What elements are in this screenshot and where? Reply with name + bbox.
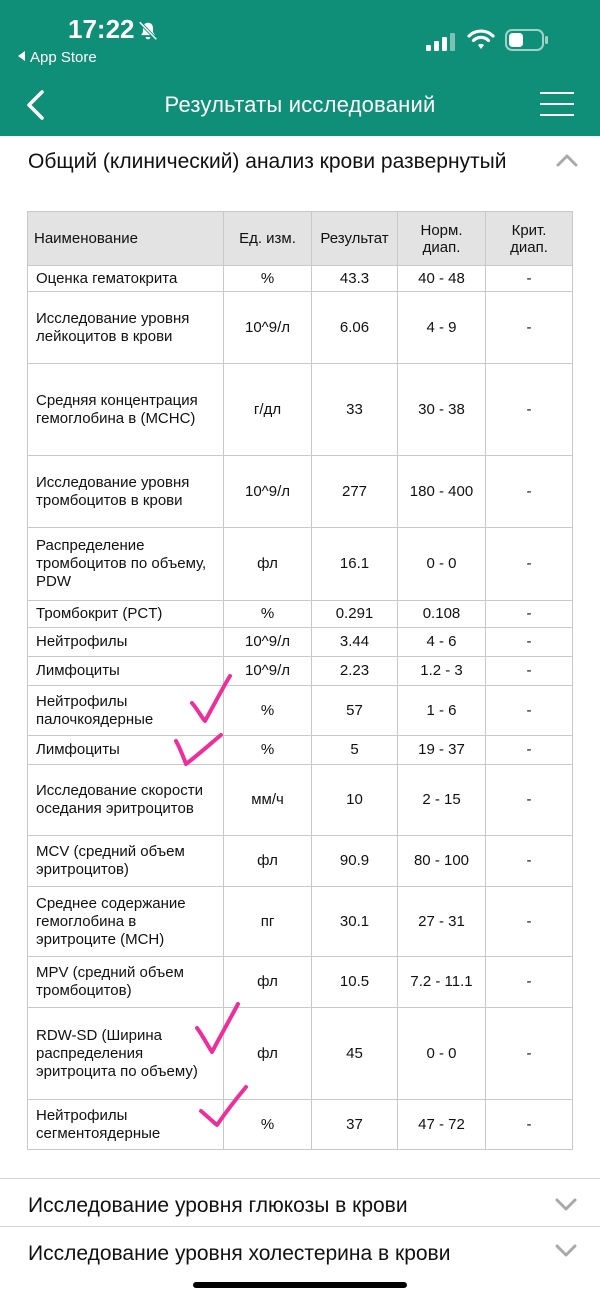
cell-name: Исследование скорости оседания эритроцитов (28, 765, 224, 836)
cell-unit: пг (224, 887, 312, 957)
cell-critical-range: - (486, 957, 573, 1008)
battery-icon (505, 29, 549, 51)
cell-unit: фл (224, 957, 312, 1008)
cell-unit: фл (224, 836, 312, 887)
table-row (28, 601, 573, 628)
table-row (28, 266, 573, 292)
table-row (28, 1008, 573, 1100)
cell-normal-range: 47 - 72 (398, 1100, 486, 1150)
cell-unit: г/дл (224, 364, 312, 456)
cell-name: Оценка гематокрита (28, 266, 224, 292)
cell-name: Средняя концентрация гемоглобина в (MCHC) (28, 364, 224, 456)
header-critical-range: Крит. диап. (486, 212, 573, 266)
cell-name: Нейтрофилы палочкоядерные (28, 686, 224, 736)
cell-unit: мм/ч (224, 765, 312, 836)
cell-name: Среднее содержание гемоглобина в эритроците (MCH) (28, 887, 224, 957)
cell-critical-range: - (486, 765, 573, 836)
cell-normal-range: 180 - 400 (398, 456, 486, 528)
cell-unit: фл (224, 528, 312, 601)
cell-critical-range: - (486, 736, 573, 765)
header-unit: Ед. изм. (224, 212, 312, 266)
table-row (28, 765, 573, 836)
results-table-container (27, 211, 572, 1150)
cell-result: 0.291 (312, 601, 398, 628)
status-time: 17:22 (68, 14, 135, 44)
cell-critical-range: - (486, 1008, 573, 1100)
hamburger-menu-icon[interactable] (540, 92, 574, 118)
table-header-row (28, 212, 573, 266)
cell-result: 6.06 (312, 292, 398, 364)
back-app-label: App Store (30, 49, 97, 66)
cell-result: 277 (312, 456, 398, 528)
cell-result: 30.1 (312, 887, 398, 957)
cell-name: Нейтрофилы сегментоядерные (28, 1100, 224, 1150)
table-row (28, 686, 573, 736)
cell-critical-range: - (486, 528, 573, 601)
cell-unit: % (224, 601, 312, 628)
menu-line (540, 114, 574, 116)
section-title-glucose[interactable]: Исследование уровня глюкозы в крови (28, 1194, 408, 1217)
cell-name: Лимфоциты (28, 736, 224, 765)
cell-result: 33 (312, 364, 398, 456)
section-title-cbc[interactable]: Общий (клинический) анализ крови развернутый (28, 150, 507, 173)
table-row (28, 456, 573, 528)
cell-name: RDW-SD (Ширина распределения эритроцита по объему) (28, 1008, 224, 1100)
header-name: Наименование (28, 212, 224, 266)
cell-result: 45 (312, 1008, 398, 1100)
cell-normal-range: 4 - 6 (398, 628, 486, 657)
cell-normal-range: 2 - 15 (398, 765, 486, 836)
cell-unit: % (224, 736, 312, 765)
cell-result: 3.44 (312, 628, 398, 657)
chevron-down-icon[interactable] (554, 1192, 578, 1216)
table-row (28, 957, 573, 1008)
cell-critical-range: - (486, 601, 573, 628)
wifi-icon (467, 28, 495, 52)
cell-name: Лимфоциты (28, 657, 224, 686)
cellular-signal-icon (426, 33, 456, 51)
cell-normal-range: 0 - 0 (398, 1008, 486, 1100)
cell-unit: фл (224, 1008, 312, 1100)
cell-critical-range: - (486, 364, 573, 456)
header-normal-range: Норм. диап. (398, 212, 486, 266)
cell-result: 43.3 (312, 266, 398, 292)
cell-critical-range: - (486, 887, 573, 957)
cell-normal-range: 19 - 37 (398, 736, 486, 765)
cell-normal-range: 0 - 0 (398, 528, 486, 601)
cell-name: Исследование уровня лейкоцитов в крови (28, 292, 224, 364)
home-indicator (193, 1282, 407, 1288)
cell-critical-range: - (486, 292, 573, 364)
table-row (28, 836, 573, 887)
chevron-up-icon[interactable] (555, 149, 579, 173)
header-result: Результат (312, 212, 398, 266)
cell-unit: 10^9/л (224, 657, 312, 686)
cell-result: 5 (312, 736, 398, 765)
menu-line (540, 103, 574, 105)
menu-line (540, 92, 574, 94)
results-table (27, 211, 573, 1150)
cell-result: 10.5 (312, 957, 398, 1008)
cell-normal-range: 30 - 38 (398, 364, 486, 456)
cell-result: 90.9 (312, 836, 398, 887)
cell-result: 16.1 (312, 528, 398, 601)
cell-unit: 10^9/л (224, 456, 312, 528)
cell-normal-range: 27 - 31 (398, 887, 486, 957)
cell-critical-range: - (486, 686, 573, 736)
cell-result: 2.23 (312, 657, 398, 686)
cell-normal-range: 7.2 - 11.1 (398, 957, 486, 1008)
divider (0, 1226, 600, 1227)
cell-result: 57 (312, 686, 398, 736)
top-app-bar (0, 0, 600, 136)
cell-critical-range: - (486, 266, 573, 292)
cell-normal-range: 40 - 48 (398, 266, 486, 292)
cell-unit: 10^9/л (224, 292, 312, 364)
table-row (28, 292, 573, 364)
cell-unit: % (224, 1100, 312, 1150)
cell-normal-range: 1.2 - 3 (398, 657, 486, 686)
cell-result: 37 (312, 1100, 398, 1150)
cell-normal-range: 4 - 9 (398, 292, 486, 364)
table-row (28, 887, 573, 957)
section-title-cholesterol[interactable]: Исследование уровня холестерина в крови (28, 1242, 451, 1265)
cell-name: Распределение тромбоцитов по объему, PDW (28, 528, 224, 601)
table-row (28, 364, 573, 456)
table-row (28, 657, 573, 686)
cell-name: Тромбокрит (PCT) (28, 601, 224, 628)
table-row (28, 736, 573, 765)
cell-result: 10 (312, 765, 398, 836)
cell-critical-range: - (486, 657, 573, 686)
chevron-down-icon[interactable] (554, 1238, 578, 1262)
back-triangle-icon (18, 51, 25, 61)
back-to-app-store[interactable] (18, 49, 97, 66)
cell-normal-range: 1 - 6 (398, 686, 486, 736)
cell-normal-range: 80 - 100 (398, 836, 486, 887)
cell-critical-range: - (486, 628, 573, 657)
table-row (28, 528, 573, 601)
cell-unit: 10^9/л (224, 628, 312, 657)
cell-name: MCV (средний объем эритроцитов) (28, 836, 224, 887)
divider (0, 1178, 600, 1179)
cell-critical-range: - (486, 836, 573, 887)
cell-unit: % (224, 686, 312, 736)
cell-normal-range: 0.108 (398, 601, 486, 628)
bell-off-icon (137, 20, 159, 42)
cell-critical-range: - (486, 1100, 573, 1150)
page-title: Результаты исследований (164, 92, 436, 117)
cell-unit: % (224, 266, 312, 292)
cell-name: Исследование уровня тромбоцитов в крови (28, 456, 224, 528)
table-row (28, 628, 573, 657)
cell-critical-range: - (486, 456, 573, 528)
cell-name: Нейтрофилы (28, 628, 224, 657)
cell-name: MPV (средний объем тромбоцитов) (28, 957, 224, 1008)
table-row (28, 1100, 573, 1150)
